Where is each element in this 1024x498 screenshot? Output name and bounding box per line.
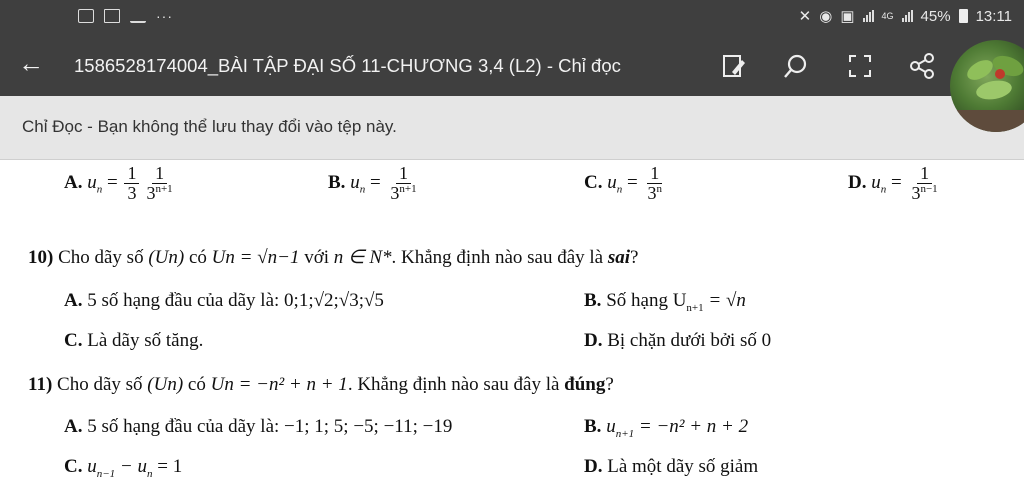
q10-option-b: B. Số hạng $U_{n+1} = √n$: [584, 290, 746, 314]
upload-icon: [104, 9, 120, 23]
edit-icon[interactable]: [720, 52, 748, 80]
mute-icon: ✕: [798, 8, 812, 25]
q11-option-c: C. $u_{n-1} - u_n = 1$: [64, 456, 183, 480]
q9-option-b: B. $u_n$ = $\frac{1}{3^{n+1}}$: [328, 163, 417, 203]
alarm-icon: ◉: [819, 8, 833, 25]
q10-option-c: C. Là dãy số tăng.: [64, 330, 204, 351]
q10-stem: 10) Cho dãy số (Un) có Un = √n−1 với n ∈ N*. Khẳng định nào sau đây là sai?: [28, 247, 639, 268]
q9-option-a: A. $u_n$ = $\frac{1}{3}$ $\frac{1}{3^{n+1}}$: [64, 163, 173, 203]
back-arrow-icon[interactable]: ←: [18, 48, 44, 78]
notification-icons: [78, 8, 173, 24]
q11-option-a: A. 5 số hạng đầu của dãy là: −1; 1; 5; −5; −11; −19: [64, 416, 453, 437]
app-bar: [0, 34, 1024, 96]
q9-option-d: D. $u_n$ = $\frac{1}{3^{n-1}}$: [848, 163, 938, 203]
download-done-icon: [130, 9, 146, 23]
network-type: 4G: [881, 11, 894, 21]
search-icon[interactable]: [782, 52, 810, 80]
q9-option-c: C. $u_n$ = $\frac{1}{3^n}$: [584, 163, 662, 203]
signal-icon-2: [902, 10, 913, 22]
status-bar: [0, 0, 1024, 34]
document-page: [0, 160, 1024, 498]
share-icon[interactable]: [908, 52, 936, 80]
q10-option-a: A. 5 số hạng đầu của dãy là: 0;1;√2;√3;√5: [64, 290, 384, 311]
read-only-message: Chỉ Đọc - Bạn không thể lưu thay đổi vào tệp này.: [22, 117, 397, 136]
status-indicators: [799, 7, 1012, 25]
signal-icon: [863, 10, 874, 22]
q11-option-b: B. $u_{n+1} = -n^2 + n + 2$: [584, 416, 749, 440]
q11-option-d: D. Là một dãy số giảm: [584, 456, 759, 477]
gallery-icon: [78, 9, 94, 23]
clock: 13:11: [975, 7, 1012, 25]
q10-option-d: D. Bị chặn dưới bởi số 0: [584, 330, 772, 351]
document-title: 1586528174004_BÀI TẬP ĐẠI SỐ 11-CHƯƠNG 3,4 (L2) - Chỉ đọc: [74, 55, 621, 76]
q11-stem: 11) Cho dãy số (Un) có Un = −n² + n + 1. Khẳng định nào sau đây là đúng?: [28, 374, 614, 395]
battery-icon: [959, 9, 968, 23]
fullscreen-icon[interactable]: [846, 52, 874, 80]
battery-percent: 45%: [920, 7, 951, 25]
more-notifications: ···: [156, 8, 173, 24]
read-only-banner: [0, 96, 1024, 160]
nfc-icon: ▣: [840, 8, 855, 25]
